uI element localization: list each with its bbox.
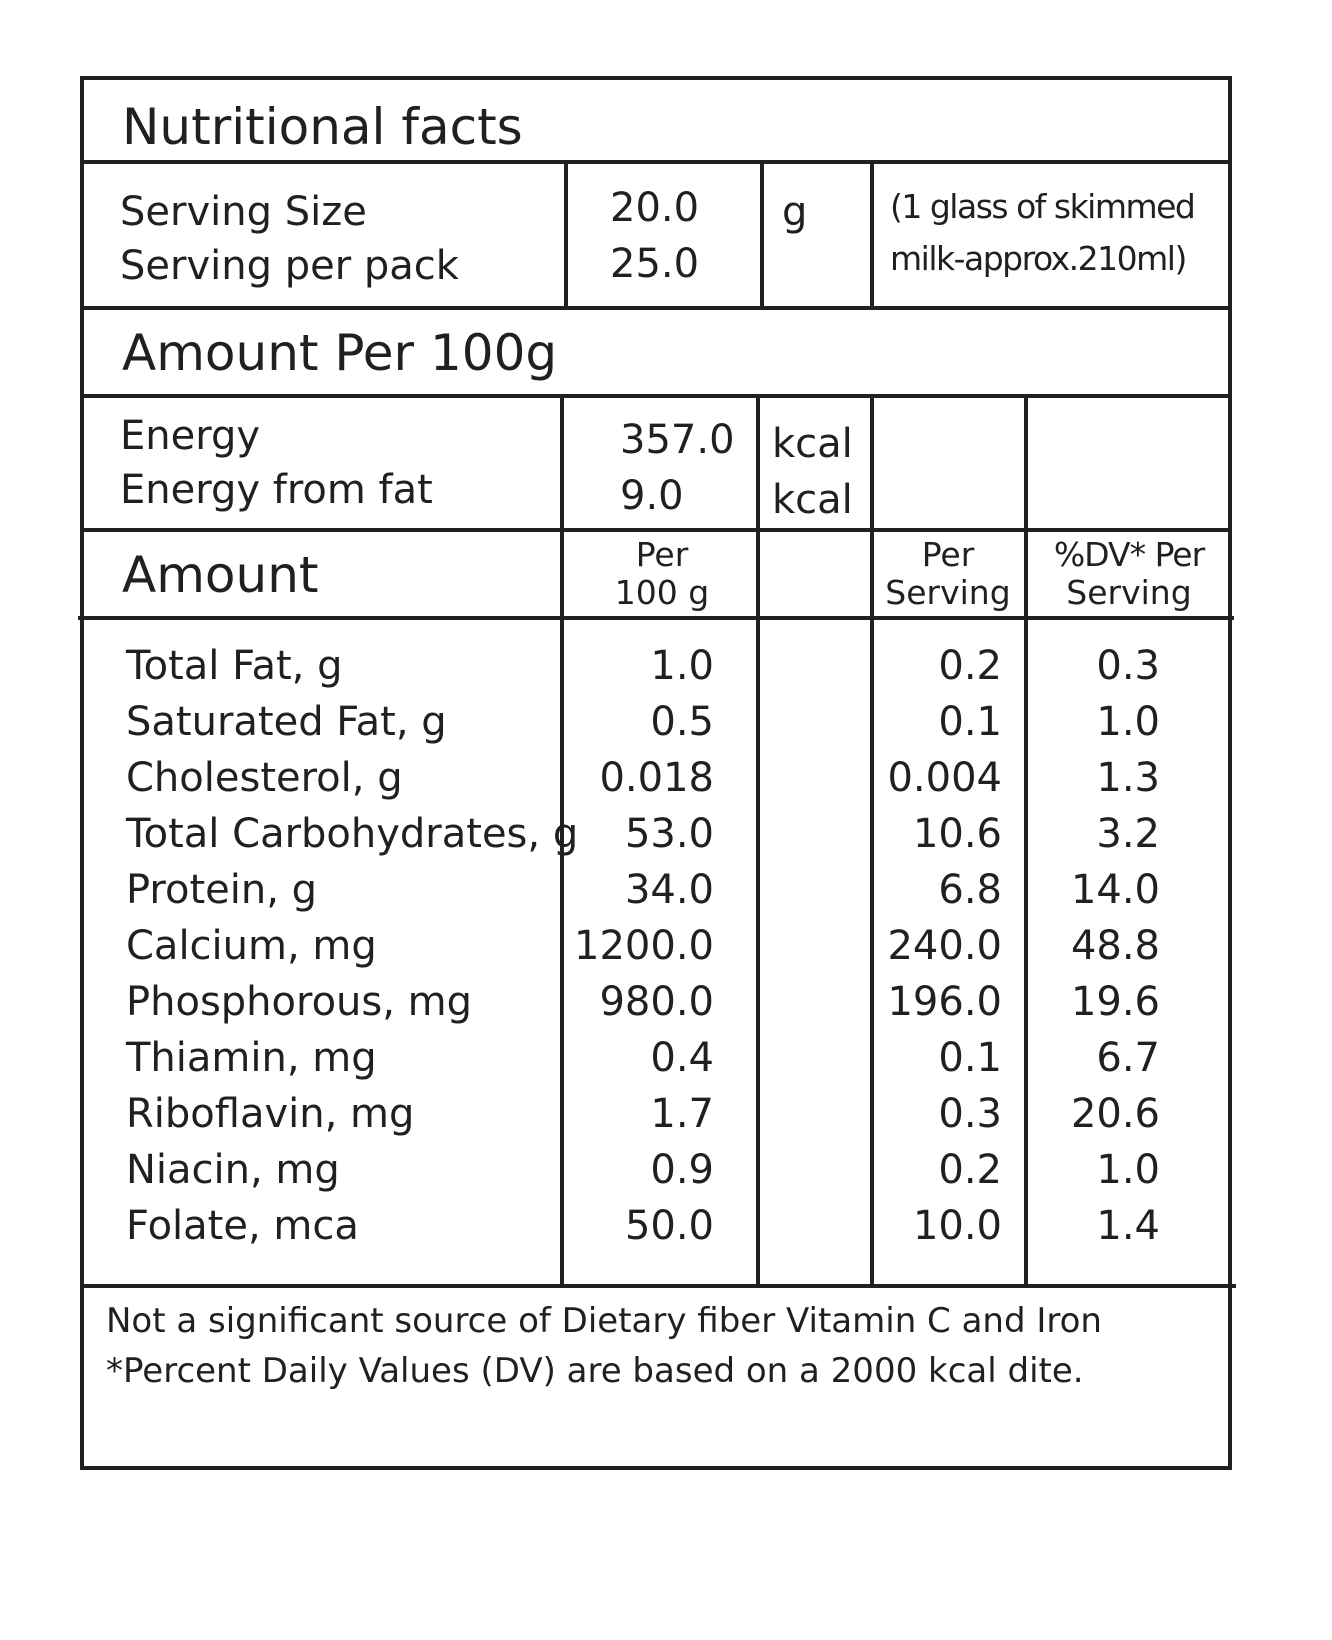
nutrient-per-100g: 0.5 [650,699,714,745]
nutrient-name: Protein, g [126,867,318,913]
nutrient-row [84,1203,1228,1264]
nutrient-row [84,755,1228,816]
nutrient-row [84,699,1228,760]
serving-note-line2: milk-approx.210ml) [890,239,1186,278]
nutrient-name: Riboflavin, mg [126,1091,415,1137]
nutrient-per-100g: 980.0 [599,979,714,1025]
nutrient-row [84,867,1228,928]
nutrient-row [84,1147,1228,1208]
nutrient-name: Total Fat, g [126,643,343,689]
divider-serving-col3 [870,160,874,310]
energy-from-fat-label: Energy from fat [120,467,433,513]
nutrient-row [84,1091,1228,1152]
amount-per-100g-heading: Amount Per 100g [122,324,558,382]
nutrient-per-serving: 10.0 [912,1203,1002,1249]
nutrient-per-100g: 0.4 [650,1035,714,1081]
per-serving-header-line2: Serving [885,573,1011,612]
nutrient-per-serving: 10.6 [912,811,1002,857]
nutrient-per-100g: 0.018 [599,755,714,801]
nutrient-name: Folate, mca [126,1203,359,1249]
per-100g-header-line2: 100 g [614,573,710,612]
nutrient-dv: 0.3 [1096,643,1160,689]
divider-footer [84,1284,1236,1288]
nutrient-name: Calcium, mg [126,923,377,969]
footer-line2: *Percent Daily Values (DV) are based on a 2000 kcal dite. [106,1351,1084,1391]
nutrient-name: Niacin, mg [126,1147,340,1193]
footer-line1: Not a significant source of Dietary fiber Vitamin C and Iron [106,1301,1102,1341]
divider-column-header [78,616,1234,620]
divider-energy [84,528,1228,532]
divider-serving-col1 [564,160,568,310]
nutrient-name: Thiamin, mg [126,1035,377,1081]
nutrient-per-100g: 1.7 [650,1091,714,1137]
nutrient-dv: 48.8 [1070,923,1160,969]
energy-from-fat-value: 9.0 [620,473,684,519]
nutrient-dv: 19.6 [1070,979,1160,1025]
energy-label: Energy [120,413,261,459]
nutrient-per-serving: 0.3 [938,1091,1002,1137]
nutrient-name: Saturated Fat, g [126,699,447,745]
energy-unit: kcal [772,421,853,467]
nutrient-per-100g: 34.0 [624,867,714,913]
energy-value: 357.0 [620,417,735,463]
nutrient-dv: 20.6 [1070,1091,1160,1137]
nutrient-row [84,811,1228,872]
nutrient-per-100g: 1.0 [650,643,714,689]
nutrient-row [84,979,1228,1040]
nutrient-per-serving: 0.1 [938,1035,1002,1081]
serving-per-pack-label: Serving per pack [120,243,459,289]
serving-unit: g [782,189,808,235]
nutrient-per-serving: 6.8 [938,867,1002,913]
nutrient-dv: 1.3 [1096,755,1160,801]
nutrient-name: Cholesterol, g [126,755,403,801]
nutrient-dv: 14.0 [1070,867,1160,913]
nutrient-per-100g: 1200.0 [574,923,714,969]
nutrient-dv: 1.0 [1096,699,1160,745]
per-serving-header-line1: Per [921,535,975,574]
nutrient-dv: 1.4 [1096,1203,1160,1249]
nutrient-per-serving: 0.1 [938,699,1002,745]
per-100g-header-line1: Per [635,535,689,574]
nutrient-name: Total Carbohydrates, g [126,811,579,857]
nutrient-name: Phosphorous, mg [126,979,473,1025]
serving-per-pack-value: 25.0 [610,241,700,287]
nutrient-per-serving: 240.0 [887,923,1002,969]
dv-header-line1: %DV* Per [1053,535,1205,574]
nutrient-per-serving: 0.004 [887,755,1002,801]
serving-size-label: Serving Size [120,189,367,235]
nutrient-per-serving: 0.2 [938,1147,1002,1193]
nutrition-facts-label [80,76,1232,1470]
nutrient-row [84,1035,1228,1096]
amount-heading: Amount [122,546,319,604]
serving-size-value: 20.0 [610,185,700,231]
nutrient-per-100g: 0.9 [650,1147,714,1193]
nutrient-per-serving: 196.0 [887,979,1002,1025]
divider-serving-col2 [760,160,764,310]
nutrient-row [84,643,1228,704]
energy-from-fat-unit: kcal [772,477,853,523]
nutrient-row [84,923,1228,984]
nutrient-per-serving: 0.2 [938,643,1002,689]
nutrient-dv: 6.7 [1096,1035,1160,1081]
divider-serving [84,306,1228,310]
nutrient-per-100g: 50.0 [624,1203,714,1249]
nutrient-dv: 3.2 [1096,811,1160,857]
serving-note-line1: (1 glass of skimmed [890,187,1195,226]
label-title: Nutritional facts [122,98,523,156]
divider-amount-heading [84,394,1228,398]
nutrient-per-100g: 53.0 [624,811,714,857]
divider-title [84,160,1228,164]
nutrient-dv: 1.0 [1096,1147,1160,1193]
dv-header-line2: Serving [1066,573,1192,612]
